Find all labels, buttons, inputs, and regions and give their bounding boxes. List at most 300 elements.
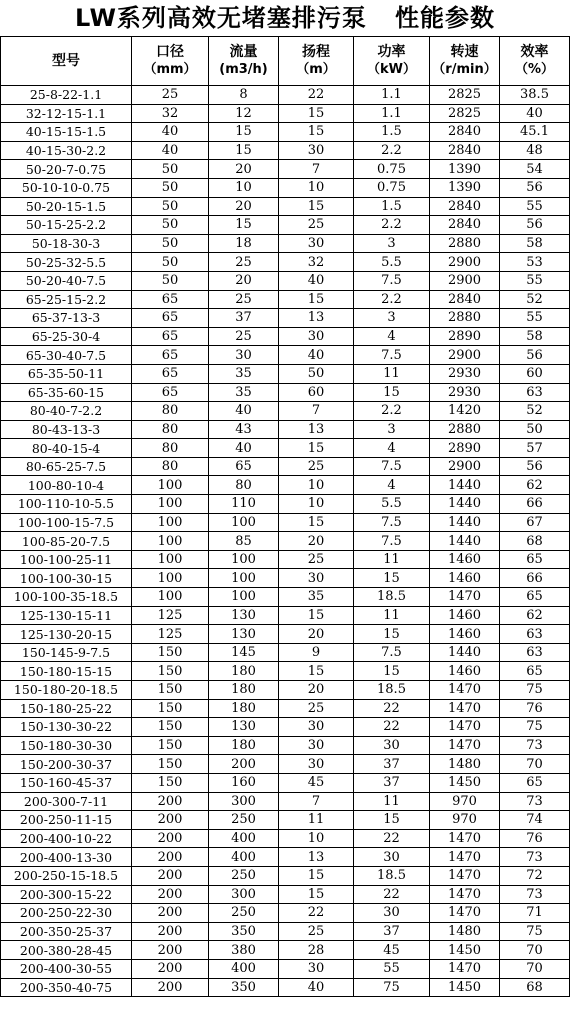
header-efficiency-label: 效率 [520,44,549,60]
cell-diameter: 50 [132,271,209,290]
cell-model: 200-250-15-18.5 [1,866,132,885]
cell-efficiency: 63 [500,383,570,402]
cell-efficiency: 75 [500,718,570,737]
cell-head: 30 [279,755,354,774]
cell-efficiency: 65 [500,773,570,792]
cell-flow: 37 [209,309,279,328]
table-row [1,811,570,830]
table-row [1,569,570,588]
table-row [1,718,570,737]
cell-flow: 300 [209,885,279,904]
cell-diameter: 80 [132,420,209,439]
table-row [1,197,570,216]
cell-diameter: 100 [132,588,209,607]
table-row [1,234,570,253]
table-row [1,253,570,272]
cell-head: 11 [279,811,354,830]
cell-diameter: 150 [132,699,209,718]
table-row [1,327,570,346]
cell-speed: 1440 [430,643,500,662]
cell-flow: 350 [209,922,279,941]
table-row [1,457,570,476]
cell-head: 30 [279,569,354,588]
cell-diameter: 150 [132,643,209,662]
table-row [1,532,570,551]
cell-model: 50-10-10-0.75 [1,178,132,197]
cell-head: 60 [279,383,354,402]
cell-efficiency: 57 [500,439,570,458]
cell-flow: 130 [209,625,279,644]
table-row [1,420,570,439]
cell-speed: 2840 [430,123,500,142]
cell-model: 100-100-15-7.5 [1,513,132,532]
cell-diameter: 50 [132,216,209,235]
cell-model: 200-300-7-11 [1,792,132,811]
cell-speed: 2880 [430,420,500,439]
cell-diameter: 80 [132,439,209,458]
cell-flow: 200 [209,755,279,774]
cell-diameter: 200 [132,904,209,923]
cell-diameter: 100 [132,569,209,588]
table-row [1,736,570,755]
cell-speed: 1470 [430,848,500,867]
cell-diameter: 150 [132,736,209,755]
cell-power: 2.2 [354,402,430,421]
table-row [1,941,570,960]
cell-diameter: 100 [132,513,209,532]
cell-diameter: 65 [132,290,209,309]
table-row [1,866,570,885]
cell-power: 3 [354,234,430,253]
cell-head: 15 [279,439,354,458]
cell-efficiency: 54 [500,160,570,179]
cell-flow: 8 [209,86,279,105]
cell-speed: 1460 [430,662,500,681]
table-row [1,550,570,569]
cell-efficiency: 66 [500,569,570,588]
cell-flow: 250 [209,811,279,830]
cell-power: 4 [354,327,430,346]
cell-diameter: 200 [132,959,209,978]
cell-efficiency: 58 [500,327,570,346]
cell-head: 7 [279,160,354,179]
cell-diameter: 65 [132,309,209,328]
table-row [1,792,570,811]
cell-model: 150-180-30-30 [1,736,132,755]
cell-diameter: 100 [132,495,209,514]
cell-head: 20 [279,532,354,551]
cell-speed: 1480 [430,755,500,774]
cell-speed: 1440 [430,495,500,514]
cell-efficiency: 55 [500,309,570,328]
table-header-row [1,37,570,86]
cell-head: 15 [279,662,354,681]
cell-efficiency: 55 [500,271,570,290]
cell-efficiency: 56 [500,178,570,197]
cell-power: 11 [354,606,430,625]
cell-head: 10 [279,829,354,848]
cell-diameter: 50 [132,253,209,272]
cell-diameter: 100 [132,550,209,569]
cell-flow: 400 [209,829,279,848]
cell-head: 7 [279,792,354,811]
cell-model: 150-130-30-22 [1,718,132,737]
cell-diameter: 150 [132,718,209,737]
cell-diameter: 150 [132,662,209,681]
cell-flow: 20 [209,160,279,179]
table-row [1,104,570,123]
cell-diameter: 200 [132,922,209,941]
cell-head: 30 [279,718,354,737]
cell-speed: 1450 [430,941,500,960]
cell-flow: 25 [209,327,279,346]
cell-efficiency: 63 [500,625,570,644]
cell-power: 4 [354,476,430,495]
cell-diameter: 200 [132,978,209,997]
cell-efficiency: 72 [500,866,570,885]
cell-efficiency: 56 [500,457,570,476]
cell-model: 150-180-15-15 [1,662,132,681]
cell-speed: 1470 [430,736,500,755]
cell-model: 50-25-32-5.5 [1,253,132,272]
table-row [1,755,570,774]
cell-speed: 2900 [430,346,500,365]
cell-head: 20 [279,625,354,644]
header-power [354,37,430,86]
cell-model: 150-160-45-37 [1,773,132,792]
cell-diameter: 50 [132,178,209,197]
cell-flow: 160 [209,773,279,792]
cell-model: 65-25-30-4 [1,327,132,346]
cell-efficiency: 65 [500,550,570,569]
cell-speed: 2825 [430,104,500,123]
header-model [1,37,132,86]
cell-flow: 35 [209,364,279,383]
cell-speed: 2890 [430,327,500,346]
cell-diameter: 80 [132,457,209,476]
cell-flow: 43 [209,420,279,439]
cell-head: 15 [279,104,354,123]
cell-model: 200-250-22-30 [1,904,132,923]
cell-diameter: 100 [132,532,209,551]
cell-speed: 1470 [430,829,500,848]
cell-head: 7 [279,402,354,421]
cell-speed: 1470 [430,904,500,923]
cell-diameter: 65 [132,364,209,383]
cell-model: 125-130-20-15 [1,625,132,644]
cell-speed: 2840 [430,216,500,235]
table-row [1,178,570,197]
cell-head: 10 [279,495,354,514]
cell-model: 200-400-30-55 [1,959,132,978]
cell-head: 25 [279,699,354,718]
cell-model: 150-180-20-18.5 [1,681,132,700]
cell-head: 30 [279,736,354,755]
cell-model: 65-25-15-2.2 [1,290,132,309]
cell-head: 30 [279,327,354,346]
cell-efficiency: 70 [500,755,570,774]
cell-power: 37 [354,773,430,792]
cell-power: 4 [354,439,430,458]
header-efficiency [500,37,570,86]
cell-flow: 10 [209,178,279,197]
cell-efficiency: 68 [500,532,570,551]
cell-power: 18.5 [354,681,430,700]
cell-diameter: 200 [132,848,209,867]
cell-power: 30 [354,904,430,923]
cell-speed: 1460 [430,625,500,644]
table-row [1,160,570,179]
cell-speed: 1470 [430,959,500,978]
cell-model: 65-35-50-11 [1,364,132,383]
table-row [1,662,570,681]
cell-flow: 18 [209,234,279,253]
cell-efficiency: 75 [500,681,570,700]
cell-speed: 1450 [430,773,500,792]
cell-efficiency: 55 [500,197,570,216]
cell-head: 32 [279,253,354,272]
cell-model: 80-43-13-3 [1,420,132,439]
table-row [1,364,570,383]
cell-model: 65-37-13-3 [1,309,132,328]
cell-head: 15 [279,866,354,885]
table-row [1,271,570,290]
table-row [1,699,570,718]
header-efficiency-unit: （%） [514,62,555,77]
cell-head: 25 [279,457,354,476]
cell-speed: 1440 [430,513,500,532]
cell-model: 25-8-22-1.1 [1,86,132,105]
cell-diameter: 150 [132,681,209,700]
cell-model: 100-85-20-7.5 [1,532,132,551]
cell-model: 80-65-25-7.5 [1,457,132,476]
cell-power: 11 [354,792,430,811]
cell-head: 15 [279,123,354,142]
cell-efficiency: 71 [500,904,570,923]
cell-efficiency: 58 [500,234,570,253]
cell-model: 100-80-10-4 [1,476,132,495]
cell-diameter: 32 [132,104,209,123]
cell-diameter: 200 [132,885,209,904]
cell-power: 15 [354,662,430,681]
cell-head: 15 [279,606,354,625]
cell-diameter: 50 [132,234,209,253]
cell-efficiency: 67 [500,513,570,532]
cell-flow: 25 [209,253,279,272]
cell-flow: 300 [209,792,279,811]
cell-diameter: 150 [132,755,209,774]
table-row [1,848,570,867]
cell-flow: 250 [209,904,279,923]
cell-head: 13 [279,420,354,439]
cell-efficiency: 52 [500,402,570,421]
cell-efficiency: 52 [500,290,570,309]
header-speed-unit: （r/min） [432,62,497,77]
cell-power: 22 [354,699,430,718]
cell-power: 2.2 [354,141,430,160]
table-row [1,625,570,644]
cell-flow: 180 [209,681,279,700]
header-head-unit: （m） [296,62,336,77]
cell-diameter: 200 [132,829,209,848]
cell-flow: 12 [209,104,279,123]
cell-model: 50-15-25-2.2 [1,216,132,235]
cell-model: 32-12-15-1.1 [1,104,132,123]
cell-head: 45 [279,773,354,792]
cell-head: 40 [279,271,354,290]
cell-model: 200-350-40-75 [1,978,132,997]
cell-speed: 1470 [430,699,500,718]
cell-diameter: 40 [132,123,209,142]
cell-flow: 30 [209,346,279,365]
cell-model: 100-100-30-15 [1,569,132,588]
cell-power: 1.1 [354,86,430,105]
table-row [1,606,570,625]
cell-head: 35 [279,588,354,607]
cell-flow: 100 [209,550,279,569]
header-flow-label: 流量 [229,44,258,60]
cell-model: 40-15-15-1.5 [1,123,132,142]
cell-flow: 100 [209,513,279,532]
cell-diameter: 200 [132,811,209,830]
cell-power: 22 [354,718,430,737]
cell-speed: 1390 [430,160,500,179]
cell-speed: 2880 [430,309,500,328]
cell-head: 30 [279,959,354,978]
cell-power: 3 [354,309,430,328]
cell-efficiency: 76 [500,699,570,718]
cell-efficiency: 45.1 [500,123,570,142]
cell-power: 7.5 [354,532,430,551]
header-head-label: 扬程 [302,44,330,60]
cell-speed: 2900 [430,253,500,272]
cell-model: 65-30-40-7.5 [1,346,132,365]
cell-power: 2.2 [354,290,430,309]
table-row [1,476,570,495]
table-row [1,216,570,235]
cell-power: 0.75 [354,160,430,179]
cell-diameter: 150 [132,773,209,792]
cell-diameter: 40 [132,141,209,160]
cell-head: 40 [279,346,354,365]
cell-flow: 400 [209,848,279,867]
page-title: LW系列高效无堵塞排污泵 性能参数 [75,4,495,32]
cell-speed: 2840 [430,290,500,309]
cell-power: 1.5 [354,197,430,216]
cell-flow: 380 [209,941,279,960]
cell-flow: 350 [209,978,279,997]
cell-power: 30 [354,736,430,755]
cell-efficiency: 70 [500,959,570,978]
cell-power: 0.75 [354,178,430,197]
header-speed-label: 转速 [450,44,479,60]
cell-speed: 1470 [430,885,500,904]
cell-head: 25 [279,922,354,941]
cell-flow: 40 [209,402,279,421]
cell-power: 37 [354,755,430,774]
header-diameter-unit: （mm） [143,62,197,77]
cell-diameter: 50 [132,160,209,179]
header-power-unit: （kW） [367,62,416,77]
cell-power: 18.5 [354,588,430,607]
table-row [1,439,570,458]
table-row [1,402,570,421]
cell-speed: 970 [430,811,500,830]
cell-head: 15 [279,885,354,904]
cell-speed: 2825 [430,86,500,105]
cell-diameter: 200 [132,866,209,885]
cell-model: 100-100-25-11 [1,550,132,569]
table-row [1,383,570,402]
cell-model: 100-100-35-18.5 [1,588,132,607]
cell-power: 5.5 [354,495,430,514]
cell-model: 50-20-40-7.5 [1,271,132,290]
cell-speed: 2840 [430,141,500,160]
cell-power: 2.2 [354,216,430,235]
header-diameter-label: 口径 [156,44,184,60]
cell-flow: 15 [209,141,279,160]
cell-model: 200-400-13-30 [1,848,132,867]
table-row [1,829,570,848]
cell-flow: 35 [209,383,279,402]
table-row [1,885,570,904]
table-row [1,773,570,792]
cell-efficiency: 74 [500,811,570,830]
cell-speed: 1460 [430,606,500,625]
cell-speed: 2840 [430,197,500,216]
table-row [1,309,570,328]
table-row [1,123,570,142]
table-row [1,588,570,607]
table-row [1,978,570,997]
cell-speed: 2930 [430,383,500,402]
cell-efficiency: 56 [500,346,570,365]
cell-diameter: 80 [132,402,209,421]
cell-flow: 180 [209,662,279,681]
table-row [1,959,570,978]
table-row [1,495,570,514]
cell-speed: 1460 [430,550,500,569]
table-row [1,681,570,700]
table-row [1,513,570,532]
cell-efficiency: 70 [500,941,570,960]
cell-speed: 1470 [430,866,500,885]
cell-power: 11 [354,364,430,383]
cell-speed: 1470 [430,681,500,700]
cell-head: 40 [279,978,354,997]
cell-power: 15 [354,625,430,644]
cell-efficiency: 73 [500,885,570,904]
cell-flow: 400 [209,959,279,978]
cell-flow: 65 [209,457,279,476]
cell-flow: 80 [209,476,279,495]
cell-efficiency: 50 [500,420,570,439]
cell-speed: 1390 [430,178,500,197]
cell-efficiency: 63 [500,643,570,662]
cell-flow: 40 [209,439,279,458]
cell-efficiency: 65 [500,662,570,681]
cell-efficiency: 56 [500,216,570,235]
cell-power: 3 [354,420,430,439]
cell-power: 1.1 [354,104,430,123]
cell-efficiency: 73 [500,792,570,811]
cell-efficiency: 60 [500,364,570,383]
header-flow [209,37,279,86]
cell-head: 25 [279,550,354,569]
cell-model: 150-145-9-7.5 [1,643,132,662]
cell-speed: 2890 [430,439,500,458]
cell-speed: 970 [430,792,500,811]
